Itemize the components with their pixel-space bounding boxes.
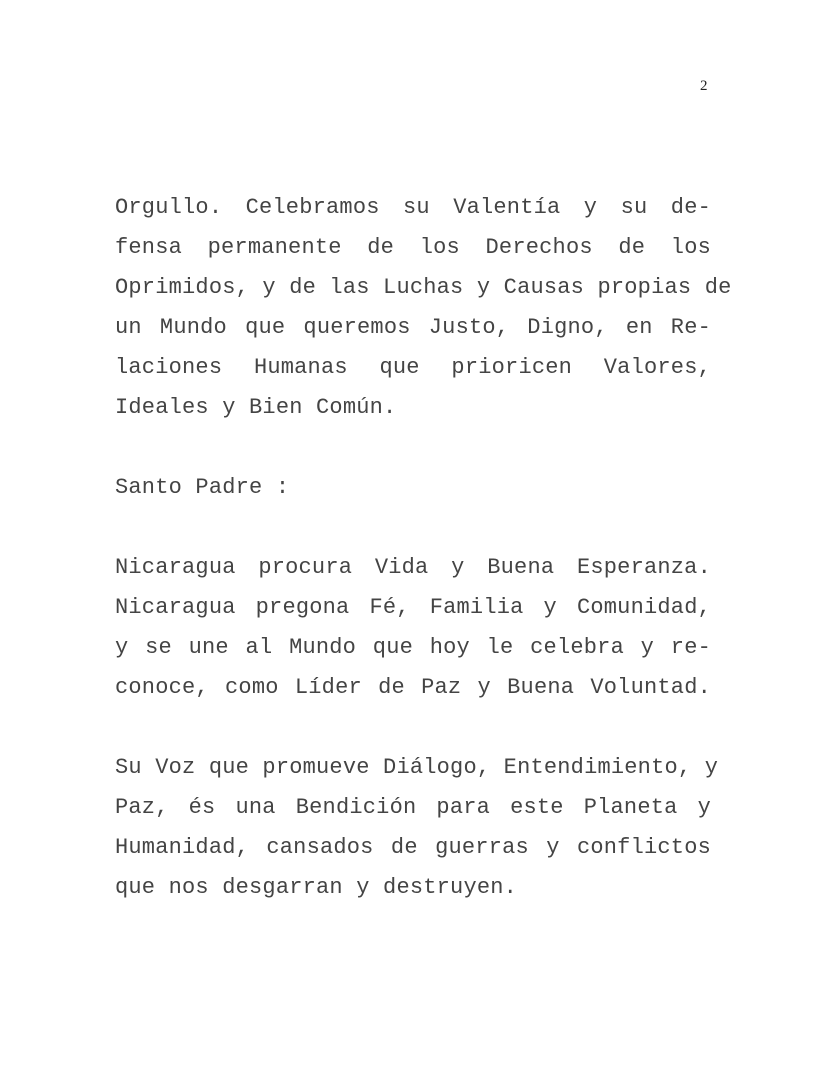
- paragraph-line: y se une al Mundo que hoy le celebra y re-: [115, 635, 711, 660]
- paragraph-salutation: [115, 468, 711, 508]
- page-number: 2: [700, 78, 708, 94]
- paragraph-line: laciones Humanas que prioricen Valores,: [115, 355, 711, 380]
- paragraph-line: Paz, és una Bendición para este Planeta y: [115, 795, 711, 820]
- paragraph-line: Nicaragua procura Vida y Buena Esperanza.: [115, 555, 711, 580]
- paragraph-line: un Mundo que queremos Justo, Digno, en Re-: [115, 315, 711, 340]
- paragraph-nicaragua: [115, 548, 711, 708]
- paragraph-celebration: [115, 188, 732, 428]
- paragraph-line: Orgullo. Celebramos su Valentía y su de-: [115, 195, 711, 220]
- paragraph-line: fensa permanente de los Derechos de los: [115, 235, 711, 260]
- paragraph-line: que nos desgarran y destruyen.: [115, 875, 518, 900]
- paragraph-line: conoce, como Líder de Paz y Buena Voluntad.: [115, 675, 711, 700]
- paragraph-line: Su Voz que promueve Diálogo, Entendimiento, y: [115, 755, 719, 780]
- paragraph-voice: [115, 748, 719, 908]
- salutation-line: Santo Padre :: [115, 475, 290, 500]
- paragraph-line: Humanidad, cansados de guerras y conflictos: [115, 835, 711, 860]
- paragraph-line: Ideales y Bien Común.: [115, 395, 397, 420]
- paragraph-line: Oprimidos, y de las Luchas y Causas propias de: [115, 275, 732, 300]
- paragraph-line: Nicaragua pregona Fé, Familia y Comunidad,: [115, 595, 711, 620]
